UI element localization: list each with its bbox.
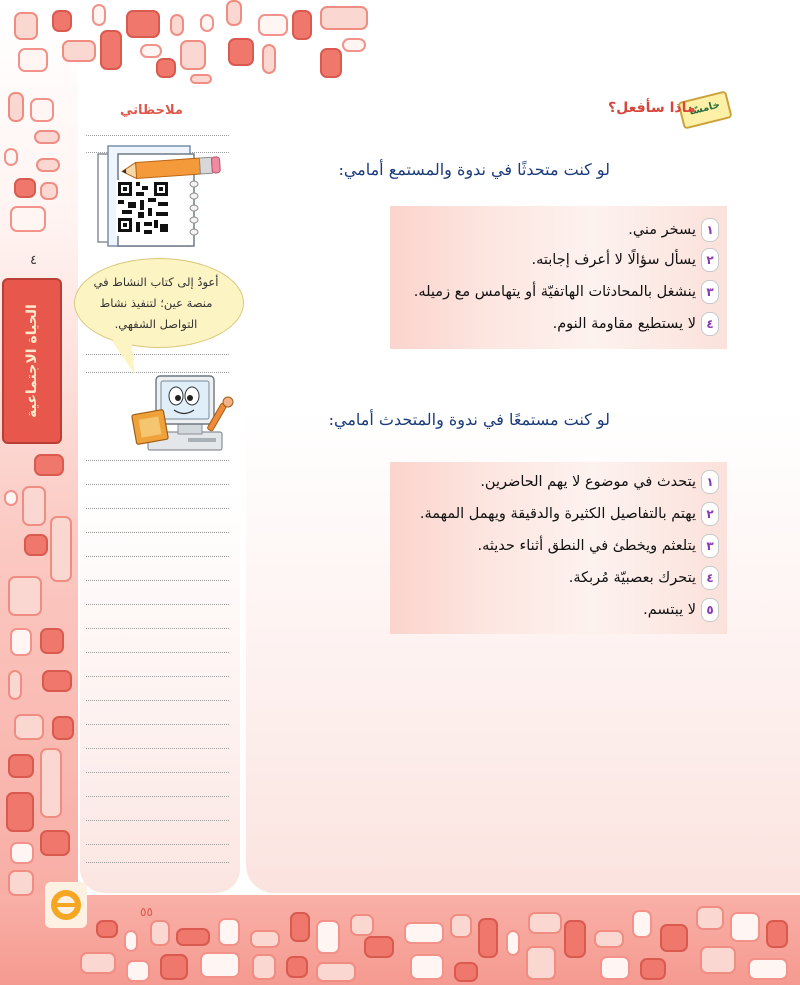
speaker-list — [390, 206, 727, 349]
notes-title: ملاحظاتي — [120, 103, 183, 118]
list-item: ٤لا يستطيع مقاومة النوم. — [553, 312, 719, 336]
list-item: ١يتحدث في موضوع لا يهم الحاضرين. — [480, 470, 719, 494]
list-item: ٥لا يبتسم. — [643, 598, 719, 622]
list-item: ٣يتلعثم ويخطئ في النطق أثناء حديثه. — [477, 534, 719, 558]
chapter-tab — [2, 278, 62, 444]
list-item: ١يسخر مني. — [628, 218, 719, 242]
listener-prompt: لو كنت مستمعًا في ندوة والمتحدث أمامي: — [328, 410, 610, 429]
chapter-label: الحياة الاجتماعية — [24, 304, 40, 418]
list-item: ٢يهتم بالتفاصيل الكثيرة والدقيقة ويهمل المهمة. — [420, 502, 719, 526]
speaker-prompt: لو كنت متحدثًا في ندوة والمستمع أمامي: — [338, 160, 610, 179]
publisher-logo-icon — [45, 882, 87, 928]
activity-hint-text: أعودُ إلى كتاب النشاط في منصة عين؛ لتنفيذ نشاط التواصل الشفهي. — [93, 275, 219, 331]
computer-mascot-icon — [128, 372, 244, 458]
section-badge: خامسًا — [677, 90, 732, 129]
unit-number: ٤ — [30, 253, 37, 268]
list-item: ٤يتحرك بعصبيّة مُربكة. — [569, 566, 719, 590]
list-item: ٣ينشغل بالمحادثات الهاتفيّة أو يتهامس مع زميله. — [414, 280, 719, 304]
qr-code-document-icon — [92, 140, 226, 252]
list-item: ٢يسأل سؤالًا لا أعرف إجابته. — [532, 248, 719, 272]
page-number: ٥٥ — [140, 905, 153, 919]
listener-list — [390, 462, 727, 634]
section-title: ماذا سأفعل؟ — [608, 100, 696, 116]
